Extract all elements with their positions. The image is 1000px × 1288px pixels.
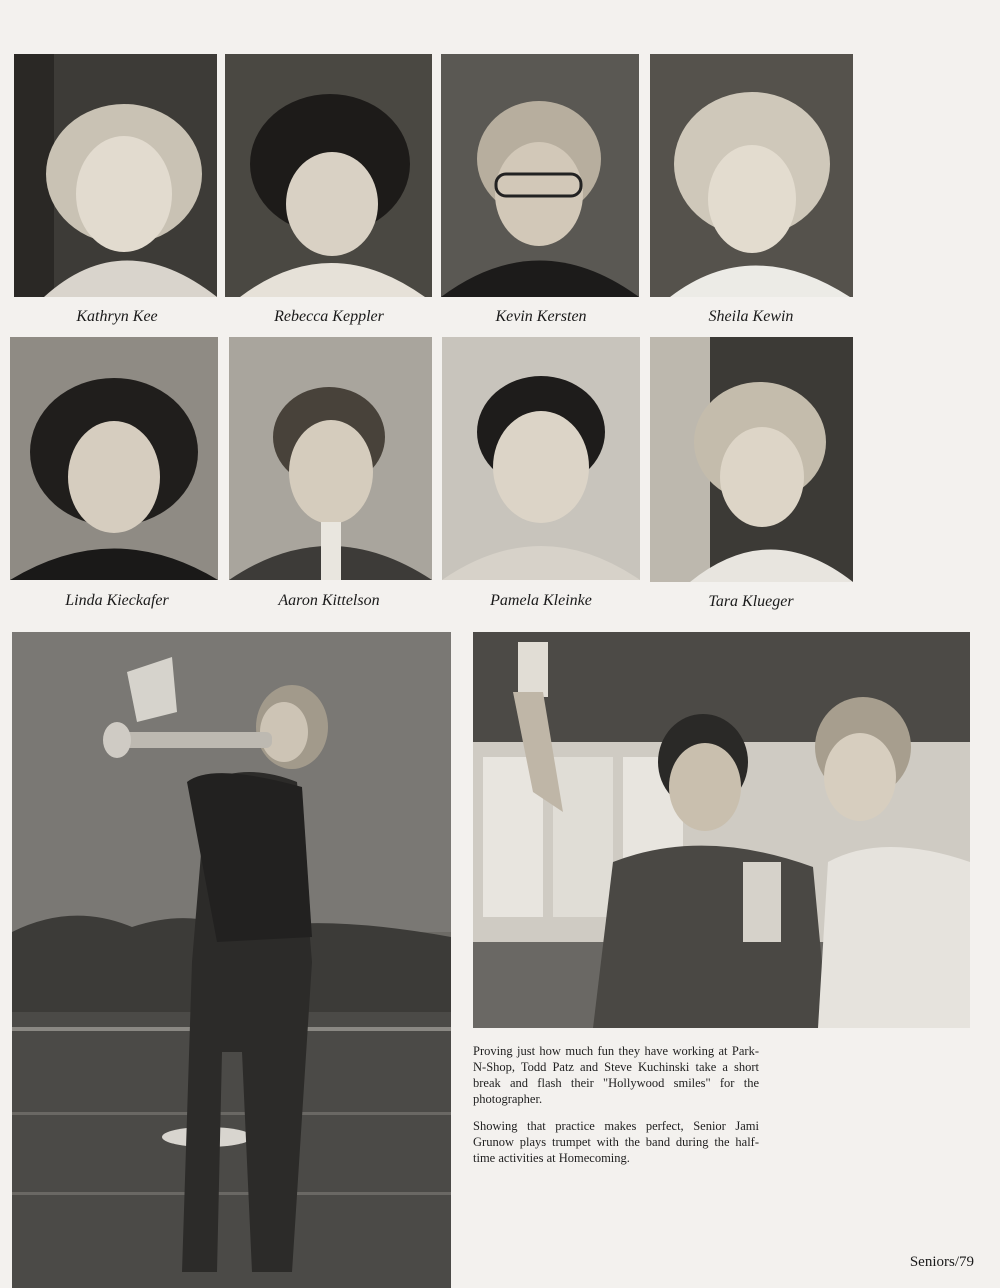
trumpet-player-photo [12, 632, 451, 1288]
portrait-name: Sheila Kewin [708, 308, 794, 325]
trumpet-photo-caption: Showing that practice makes perfect, Senior Jami Grunow plays trumpet with the band during the half-time activities at Homecoming. [473, 1119, 759, 1165]
portrait-photo [650, 337, 853, 582]
portrait-name: Aaron Kittelson [278, 592, 380, 609]
portrait-photo [441, 54, 639, 297]
portrait-name: Rebecca Keppler [274, 308, 384, 325]
portrait-name: Tara Klueger [708, 593, 794, 610]
portrait-photo [10, 337, 218, 580]
store-photo [473, 632, 970, 1028]
page-folio: Seniors/79 [909, 1254, 974, 1270]
portrait-photo [14, 54, 217, 297]
portrait-photo [442, 337, 640, 580]
portrait-photo [650, 54, 853, 297]
portrait-photo [225, 54, 432, 297]
portrait-name: Kathryn Kee [76, 308, 158, 325]
portrait-name: Kevin Kersten [495, 308, 587, 325]
portrait-name: Pamela Kleinke [490, 592, 592, 609]
store-photo-caption: Proving just how much fun they have working at Park-N-Shop, Todd Patz and Steve Kuchinski take a short break and flash their "Hollywood smiles" for the photographer. [473, 1044, 759, 1106]
portrait-name: Linda Kieckafer [65, 592, 169, 609]
portrait-photo [229, 337, 432, 580]
